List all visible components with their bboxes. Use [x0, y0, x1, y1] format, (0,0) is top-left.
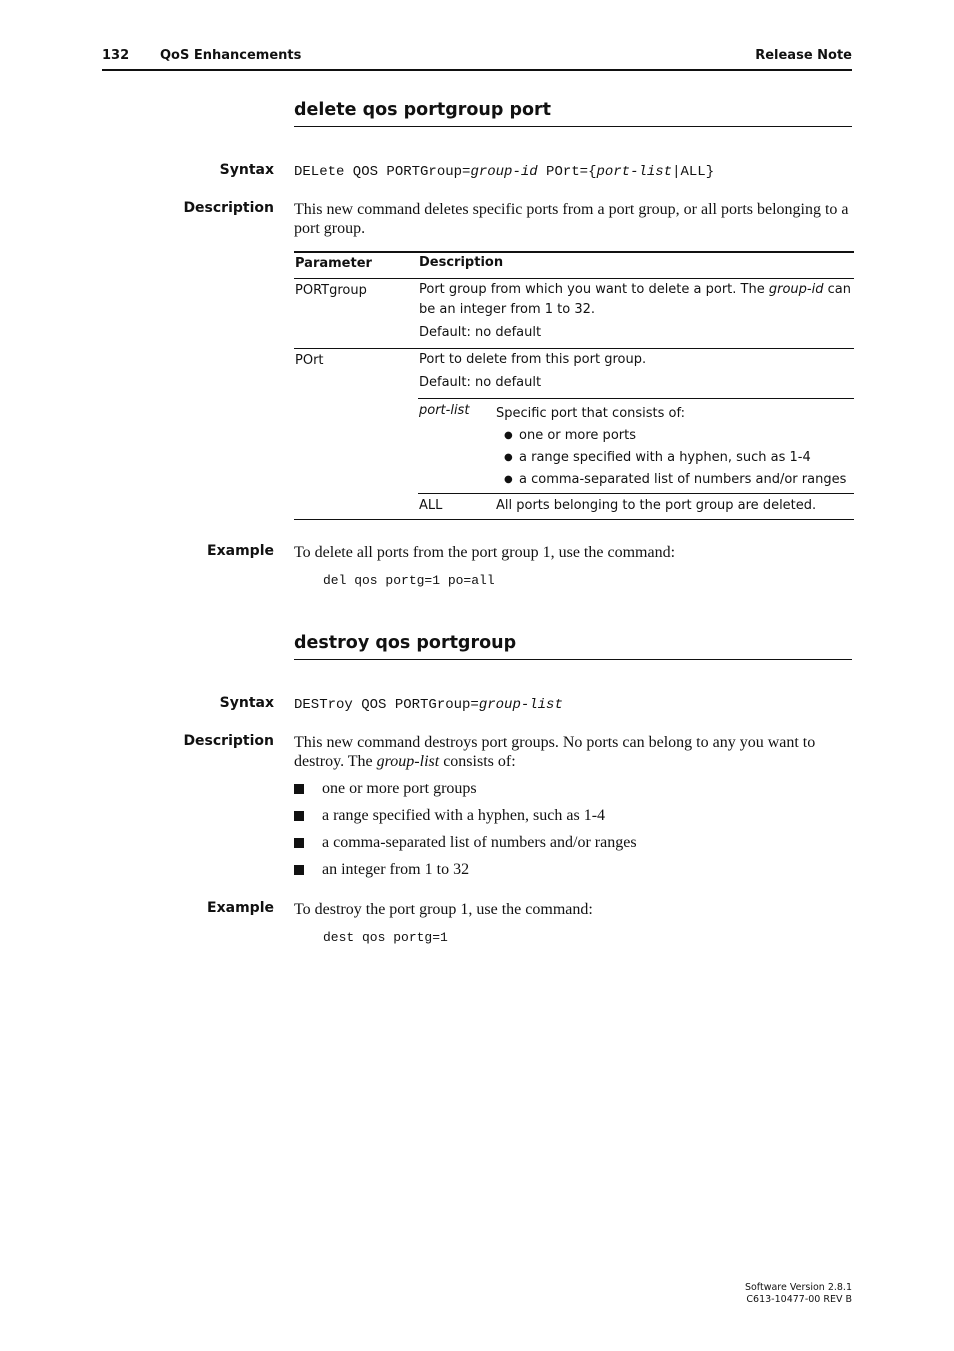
bullet-square-icon: [294, 811, 304, 821]
description-part: This new command destroys port groups. No ports can belong to any you want to destroy. The: [294, 734, 816, 770]
syntax-label: Syntax: [219, 695, 274, 711]
bullet-square-icon: [294, 784, 304, 794]
syntax-part: POrt={: [537, 164, 597, 180]
page-header: [102, 48, 852, 71]
syntax-part: DESTroy QOS PORTGroup=: [294, 697, 479, 713]
page-footer: [745, 1282, 852, 1306]
param-default: Default: no default: [419, 375, 542, 390]
subparam-desc: All ports belonging to the port group are deleted.: [496, 498, 817, 513]
section-heading-delete: delete qos portgroup port: [294, 100, 852, 127]
table-row: [294, 349, 854, 520]
description-italic: group-list: [376, 753, 440, 770]
example-label: Example: [207, 543, 274, 559]
subparam-name: port-list: [419, 403, 470, 418]
doc-type: Release Note: [755, 48, 852, 63]
bullet-square-icon: [294, 865, 304, 875]
table-header-row: [294, 253, 854, 279]
list-item: a range specified with a hyphen, such as 1-4: [322, 807, 606, 824]
param-desc-text: Port to delete from this port group.: [419, 352, 647, 367]
col-header-description: Description: [419, 255, 504, 270]
description-part: consists of:: [439, 753, 516, 770]
list-item: one or more port groups: [322, 780, 477, 797]
list-item: ● a range specified with a hyphen, such as 1-4: [496, 447, 852, 469]
table-row: [294, 279, 854, 349]
list-item: an integer from 1 to 32: [322, 861, 470, 878]
param-name: PORTgroup: [295, 283, 367, 298]
param-desc: [419, 280, 851, 343]
description-label: Description: [183, 200, 274, 216]
description-text: [294, 733, 854, 771]
example-text: To destroy the port group 1, use the command:: [294, 901, 593, 918]
col-header-parameter: Parameter: [295, 256, 372, 271]
document-id: C613-10477-00 REV B: [746, 1294, 852, 1305]
subparam-name: ALL: [419, 498, 443, 513]
section-title: QoS Enhancements: [160, 48, 302, 63]
subparam-desc: [496, 403, 852, 491]
parameter-table: [294, 251, 854, 520]
syntax-param: group-id: [470, 164, 538, 180]
syntax-line: [294, 697, 563, 713]
param-desc-text: can be an integer from 1 to 32.: [419, 282, 851, 317]
list-item: ● a comma-separated list of numbers and/or ranges: [496, 469, 852, 491]
param-desc: [419, 350, 851, 393]
syntax-param: group-list: [478, 697, 563, 713]
software-version: Software Version 2.8.1: [744, 1282, 852, 1293]
list-item: ● one or more ports: [496, 425, 852, 447]
syntax-param: port-list: [596, 164, 673, 180]
param-default: Default: no default: [419, 325, 542, 340]
subtable-row: [418, 493, 854, 520]
param-desc-text: Port group from which you want to delete a port. The: [419, 282, 769, 297]
page-number: 132: [102, 48, 130, 63]
list-item-text: a comma-separated list of numbers and/or ranges: [519, 472, 847, 487]
example-code: del qos portg=1 po=all: [323, 573, 495, 588]
list-item-text: one or more ports: [519, 428, 636, 443]
syntax-part: DELete QOS PORTGroup=: [294, 164, 471, 180]
syntax-part: |ALL}: [672, 164, 715, 180]
subparam-desc-text: Specific port that consists of:: [496, 406, 685, 421]
section-heading-destroy: destroy qos portgroup: [294, 633, 852, 660]
description-label: Description: [183, 733, 274, 749]
param-desc-italic: group-id: [768, 282, 824, 297]
param-name: POrt: [295, 353, 324, 368]
example-label: Example: [207, 900, 274, 916]
syntax-line: [294, 164, 714, 180]
list-item: a comma-separated list of numbers and/or ranges: [322, 834, 637, 851]
subtable-row: [418, 398, 854, 493]
bullet-square-icon: [294, 838, 304, 848]
syntax-label: Syntax: [219, 162, 274, 178]
example-code: dest qos portg=1: [323, 930, 448, 945]
example-text: To delete all ports from the port group 1, use the command:: [294, 544, 676, 561]
description-text: This new command deletes specific ports from a port group, or all ports belonging to a port group.: [294, 201, 849, 237]
list-item-text: a range specified with a hyphen, such as 1-4: [519, 450, 811, 465]
